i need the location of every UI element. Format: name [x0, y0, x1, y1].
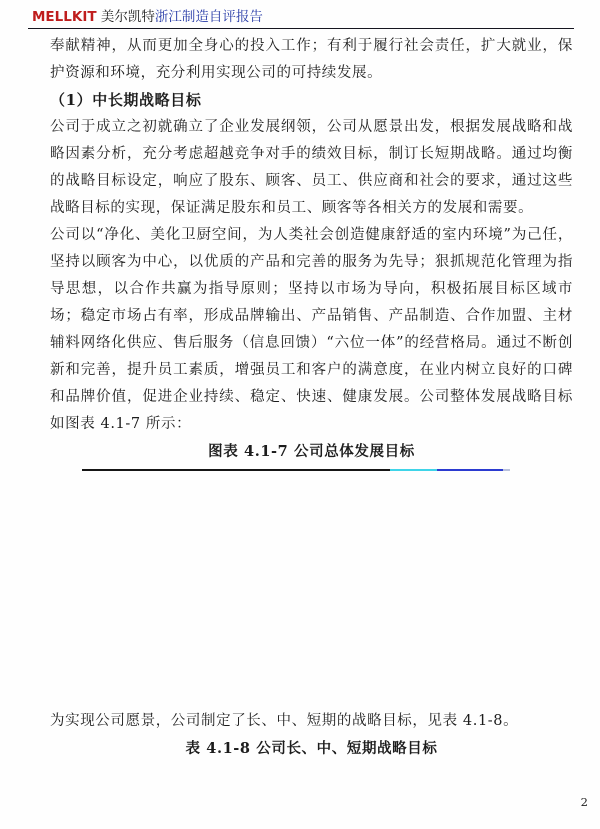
figure-line-black-segment	[82, 469, 390, 471]
paragraph-strategy-setting: 公司于成立之初就确立了企业发展纲领，公司从愿景出发，根据发展战略和战略因素分析，充分考虑超越竞争对手的绩效目标，制订长短期战略。通过均衡的战略目标设定，响应了股东、顾客、员工、供应商和社会的要求，通过这些战略目标的实现，保证满足股东和员工、顾客等各相关方的发展和需要。	[50, 119, 573, 216]
figure-line-blue-segment	[437, 469, 503, 471]
page-header	[0, 0, 600, 27]
brand-logo-text: MELLKIT	[32, 9, 97, 25]
figure-line-tip-segment	[503, 469, 510, 471]
page-number: 2	[580, 795, 588, 809]
figure-caption: 图表 4.1-7 公司总体发展目标	[208, 443, 415, 460]
paragraph-vision-goals: 为实现公司愿景，公司制定了长、中、短期的战略目标，见表 4.1-8。	[50, 713, 519, 729]
header-divider	[28, 28, 574, 29]
document-body	[50, 33, 573, 762]
header-report-title: 浙江制造自评报告	[154, 9, 263, 25]
brand-name-chinese: 美尔凯特	[96, 9, 155, 25]
figure-placeholder-top-edge	[82, 469, 510, 471]
figure-line-cyan-segment	[390, 469, 437, 471]
section-heading-mid-long-term-goals: （1）中长期战略目标	[50, 91, 202, 109]
paragraph-sustainable-development: 奉献精神，从而更加全身心的投入工作；有利于履行社会责任，扩大就业，保护资源和环境，充分利用实现公司的可持续发展。	[50, 38, 573, 81]
paragraph-company-mission: 公司以“净化、美化卫厨空间，为人类社会创造健康舒适的室内环境”为己任，坚持以顾客为中心，以优质的产品和完善的服务为先导；狠抓规范化管理为指导思想，以合作共赢为指导原则；坚持以市场为导向，积极拓展目标区域市场；稳定市场占有率，形成品牌输出、产品销售、产品制造、合作加盟、主材辅料网络化供应、售后服务（信息回馈）“六位一体”的经营格局。通过不断创新和完善，提升员工素质，增强员工和客户的满意度，在业内树立良好的口碑和品牌价值，促进企业持续、稳定、快速、健康发展。公司整体发展战略目标如图表 4.1-7 所示：	[50, 227, 573, 432]
table-caption: 表 4.1-8 公司长、中、短期战略目标	[185, 740, 438, 757]
